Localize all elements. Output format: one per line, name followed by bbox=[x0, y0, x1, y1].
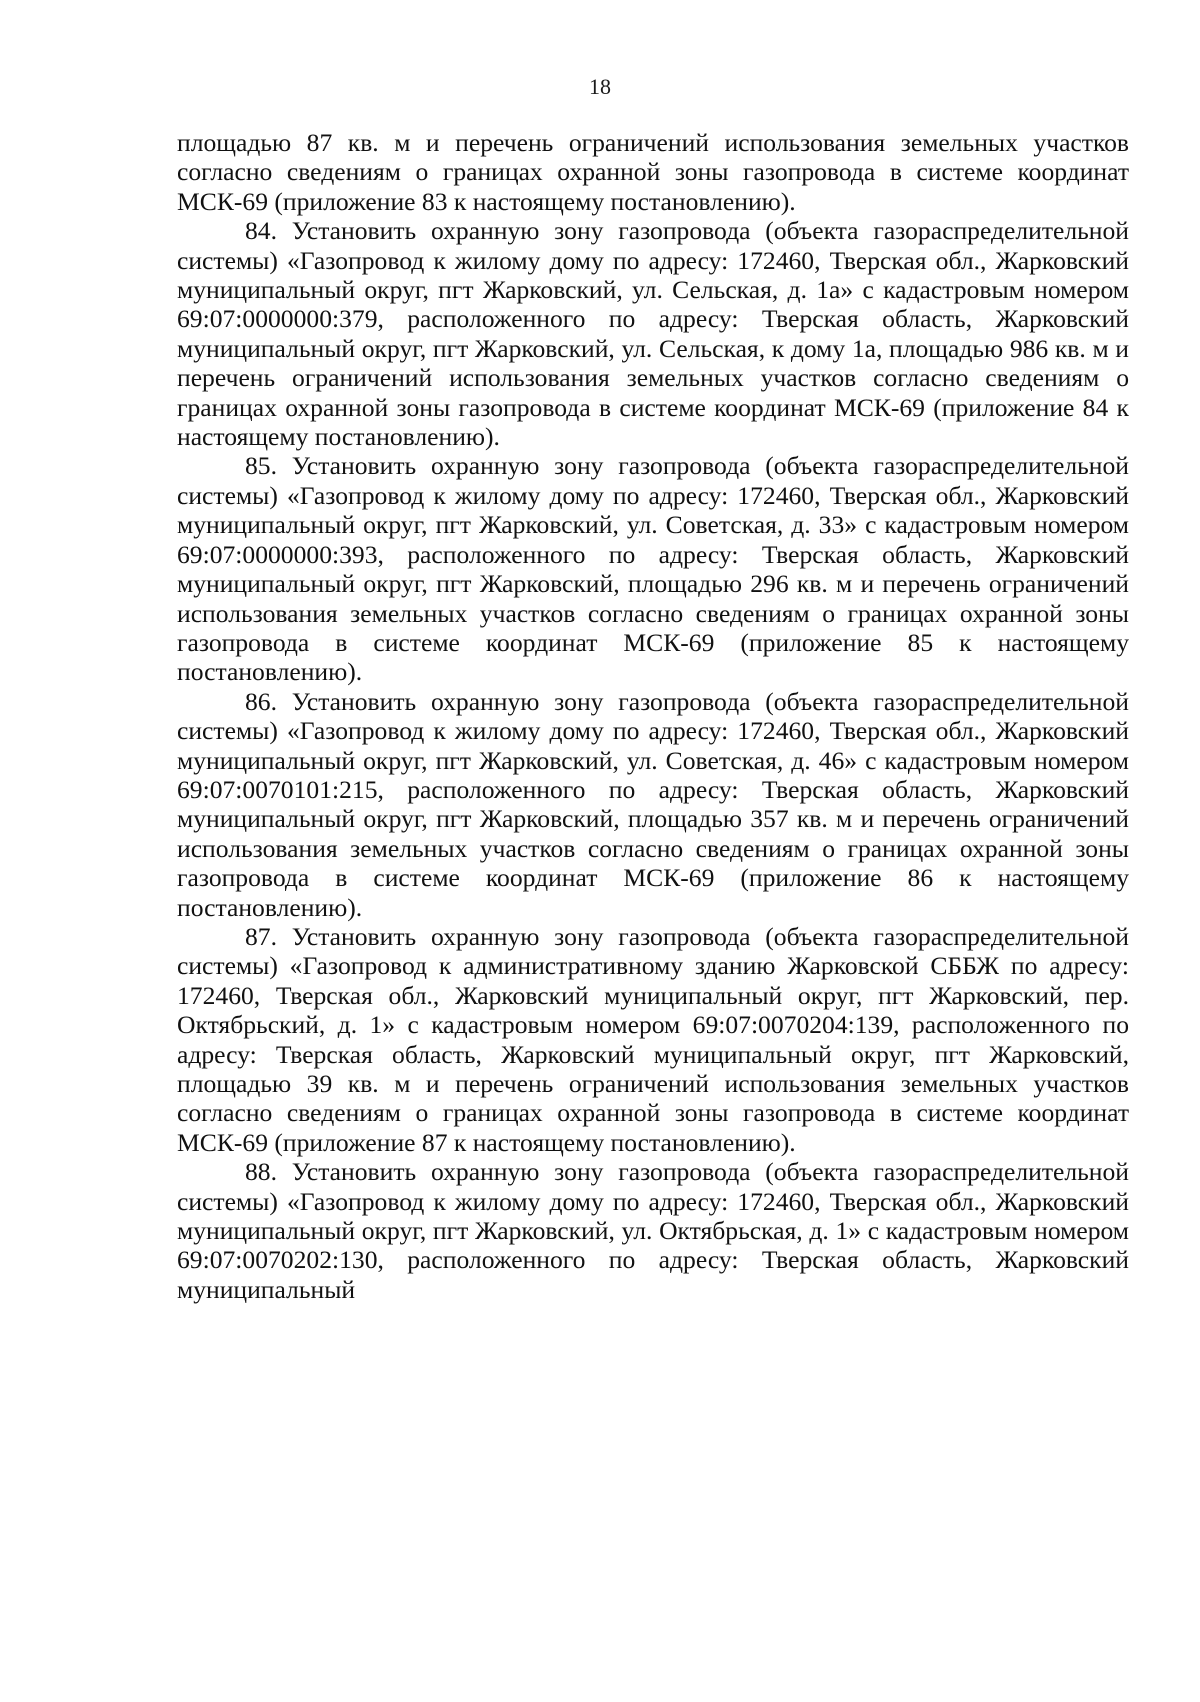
paragraph-item-85: 85. Установить охранную зону газопровода (объекта газораспределительной системы) «Газопровод к жилому дому по адресу: 172460, Тверская обл., Жарковский муниципальный округ, пгт Жарковский, ул. Советская, д. 33» с кадастровым номером 69:07:0000000:393, расположенного по адресу: Тверская область, Жарковский муниципальный округ, пгт Жарковский, площадью 296 кв. м и перечень ограничений использования земельных участков согласно сведениям о границах охранной зоны газопровода в системе координат МСК-69 (приложение 85 к настоящему постановлению). bbox=[177, 451, 1129, 687]
page-number: 18 bbox=[589, 74, 611, 99]
paragraph-item-88: 88. Установить охранную зону газопровода (объекта газораспределительной системы) «Газопровод к жилому дому по адресу: 172460, Тверская обл., Жарковский муниципальный округ, пгт Жарковский, ул. Октябрьская, д. 1» с кадастровым номером 69:07:0070202:130, расположенного по адресу: Тверская область, Жарковский муниципальный bbox=[177, 1157, 1129, 1304]
paragraph-continuation: площадью 87 кв. м и перечень ограничений использования земельных участков согласно сведениям о границах охранной зоны газопровода в системе координат МСК-69 (приложение 83 к настоящему постановлению). bbox=[177, 128, 1129, 216]
paragraph-item-87: 87. Установить охранную зону газопровода (объекта газораспределительной системы) «Газопровод к административному зданию Жарковской СББЖ по адресу: 172460, Тверская обл., Жарковский муниципальный округ, пгт Жарковский, пер. Октябрьский, д. 1» с кадастровым номером 69:07:0070204:139, расположенного по адресу: Тверская область, Жарковский муниципальный округ, пгт Жарковский, площадью 39 кв. м и перечень ограничений использования земельных участков согласно сведениям о границах охранной зоны газопровода в системе координат МСК-69 (приложение 87 к настоящему постановлению). bbox=[177, 921, 1129, 1157]
document-body bbox=[177, 128, 1129, 1304]
paragraph-item-86: 86. Установить охранную зону газопровода (объекта газораспределительной системы) «Газопровод к жилому дому по адресу: 172460, Тверская обл., Жарковский муниципальный округ, пгт Жарковский, ул. Советская, д. 46» с кадастровым номером 69:07:0070101:215, расположенного по адресу: Тверская область, Жарковский муниципальный округ, пгт Жарковский, площадью 357 кв. м и перечень ограничений использования земельных участков согласно сведениям о границах охранной зоны газопровода в системе координат МСК-69 (приложение 86 к настоящему постановлению). bbox=[177, 686, 1129, 922]
paragraph-item-84: 84. Установить охранную зону газопровода (объекта газораспределительной системы) «Газопровод к жилому дому по адресу: 172460, Тверская обл., Жарковский муниципальный округ, пгт Жарковский, ул. Сельская, д. 1а» с кадастровым номером 69:07:0000000:379, расположенного по адресу: Тверская область, Жарковский муниципальный округ, пгт Жарковский, ул. Сельская, к дому 1а, площадью 986 кв. м и перечень ограничений использования земельных участков согласно сведениям о границах охранной зоны газопровода в системе координат МСК-69 (приложение 84 к настоящему постановлению). bbox=[177, 216, 1129, 452]
